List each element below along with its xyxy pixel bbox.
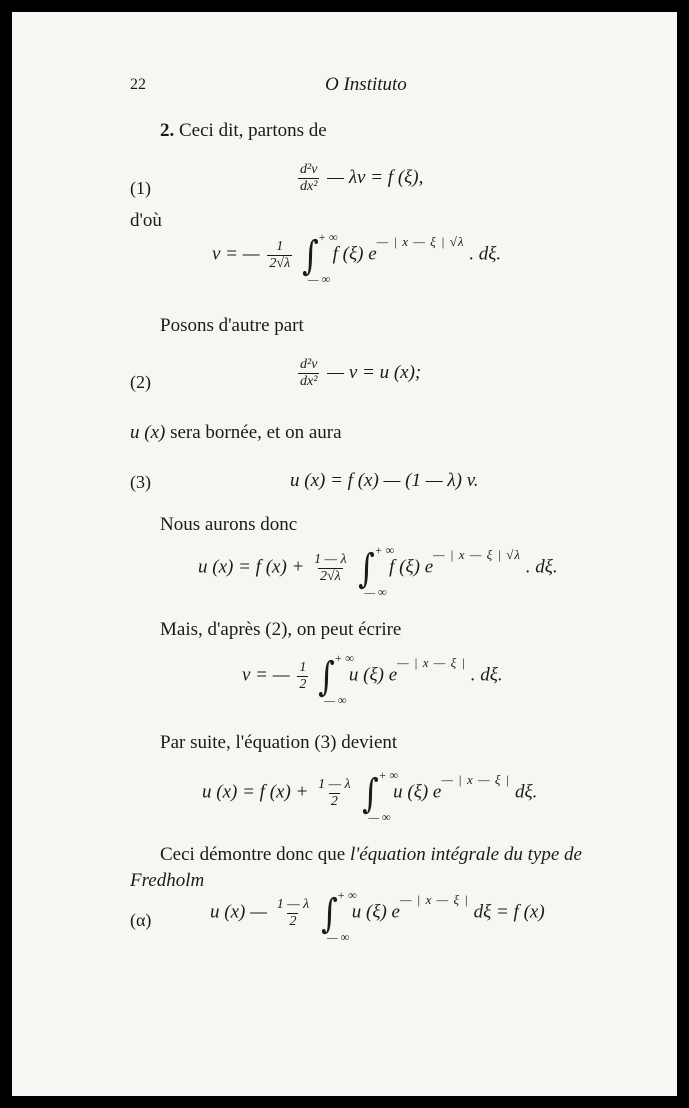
integral-sign: ∫ + ∞ — ∞ xyxy=(362,768,399,824)
u2-lhs: u (x) = f (x) + xyxy=(202,781,309,803)
v-numerator: 1 xyxy=(276,238,284,254)
bornee-text xyxy=(130,422,342,444)
eq3-label: (3) xyxy=(130,472,151,492)
v2-numerator: 1 xyxy=(299,659,307,675)
u-end: . dξ. xyxy=(525,556,558,578)
equation-u2 xyxy=(202,768,538,824)
u-denominator: 2√λ xyxy=(319,568,341,584)
u2-denominator: 2 xyxy=(330,793,338,809)
lower-limit: — ∞ xyxy=(364,585,387,599)
bornee-rest: sera bornée, et on aura xyxy=(165,422,342,443)
fredholm-text: Fredholm xyxy=(130,870,205,891)
alpha-denominator: 2 xyxy=(289,913,297,929)
posons-text: Posons d'autre part xyxy=(160,315,304,336)
upper-limit: + ∞ xyxy=(337,888,357,902)
equation-v xyxy=(212,230,502,286)
eq2-label: (2) xyxy=(130,372,151,392)
alpha-end: dξ = f (x) xyxy=(473,901,545,923)
integral-sign: ∫ + ∞ — ∞ xyxy=(301,230,338,286)
book-page xyxy=(12,12,677,1096)
nous-aurons-text: Nous aurons donc xyxy=(160,514,298,535)
upper-limit: + ∞ xyxy=(378,768,399,782)
ceci-plain: Ceci démontre donc que xyxy=(160,844,350,865)
u-lhs: u (x) = f (x) + xyxy=(198,556,305,578)
dou-text: d'où xyxy=(130,210,162,231)
u2-exponent: — | x — ξ | xyxy=(441,772,511,788)
par-suite-text: Par suite, l'équation (3) devient xyxy=(160,732,398,753)
v2-integrand: u (ξ) e xyxy=(348,664,398,686)
alpha-numerator: 1 — λ xyxy=(276,896,310,912)
ceci-italic: l'équation intégrale du type de xyxy=(349,844,582,865)
equation-2 xyxy=(295,357,421,390)
integral-sign: ∫ + ∞ — ∞ xyxy=(321,888,357,944)
equation-3: u (x) = f (x) — (1 — λ) v. xyxy=(290,470,479,491)
u2-end: dξ. xyxy=(514,781,538,803)
v-lhs: v = — xyxy=(212,243,260,265)
v-denominator: 2√λ xyxy=(269,255,291,271)
equation-u xyxy=(198,543,558,599)
integral-sign: ∫ + ∞ — ∞ xyxy=(358,543,395,599)
upper-limit: + ∞ xyxy=(374,543,395,557)
equation-v2 xyxy=(242,651,503,707)
eq2-numerator: d²v xyxy=(300,357,318,372)
eq2-rest: — v = u (x); xyxy=(327,361,422,383)
equation-alpha xyxy=(210,888,545,944)
v-integrand: f (ξ) e xyxy=(332,243,377,265)
v-exponent: — | x — ξ | √λ xyxy=(376,234,465,250)
lower-limit: — ∞ xyxy=(327,930,350,944)
v2-denominator: 2 xyxy=(299,676,307,692)
bornee-u: u (x) xyxy=(130,422,166,443)
v2-exponent: — | x — ξ | xyxy=(397,655,466,671)
lower-limit: — ∞ xyxy=(324,693,347,707)
v2-lhs: v = — xyxy=(242,664,290,686)
upper-limit: + ∞ xyxy=(317,230,338,244)
u-integrand: f (ξ) e xyxy=(389,556,434,578)
running-title: O Instituto xyxy=(325,74,407,95)
lower-limit: — ∞ xyxy=(307,272,331,286)
section-intro xyxy=(160,120,327,142)
u-exponent: — | x — ξ | √λ xyxy=(433,547,522,563)
upper-limit: + ∞ xyxy=(334,651,354,665)
section-number: 2. xyxy=(160,120,175,141)
page-number: 22 xyxy=(130,76,146,93)
alpha-exponent: — | x — ξ | xyxy=(399,892,469,908)
eq1-numerator: d²v xyxy=(300,162,318,177)
section-text: Ceci dit, partons de xyxy=(179,120,327,141)
u-numerator: 1 — λ xyxy=(314,551,347,567)
v2-end: . dξ. xyxy=(470,664,503,686)
v-end: . dξ. xyxy=(469,243,502,265)
eq2-denominator: dx² xyxy=(300,374,318,389)
equation-1 xyxy=(295,162,423,195)
integral-sign: ∫ + ∞ — ∞ xyxy=(318,651,354,707)
eq1-rest: — λv = f (ξ), xyxy=(327,166,424,188)
ceci-text xyxy=(160,844,582,866)
lower-limit: — ∞ xyxy=(368,810,391,824)
alpha-label: (α) xyxy=(130,910,152,930)
eq1-label: (1) xyxy=(130,178,151,198)
eq1-denominator: dx² xyxy=(300,179,318,194)
alpha-lhs: u (x) — xyxy=(210,901,267,923)
u2-integrand: u (ξ) e xyxy=(393,781,442,803)
alpha-integrand: u (ξ) e xyxy=(351,901,400,923)
u2-numerator: 1 — λ xyxy=(318,776,351,792)
mais-text: Mais, d'après (2), on peut écrire xyxy=(160,619,402,640)
